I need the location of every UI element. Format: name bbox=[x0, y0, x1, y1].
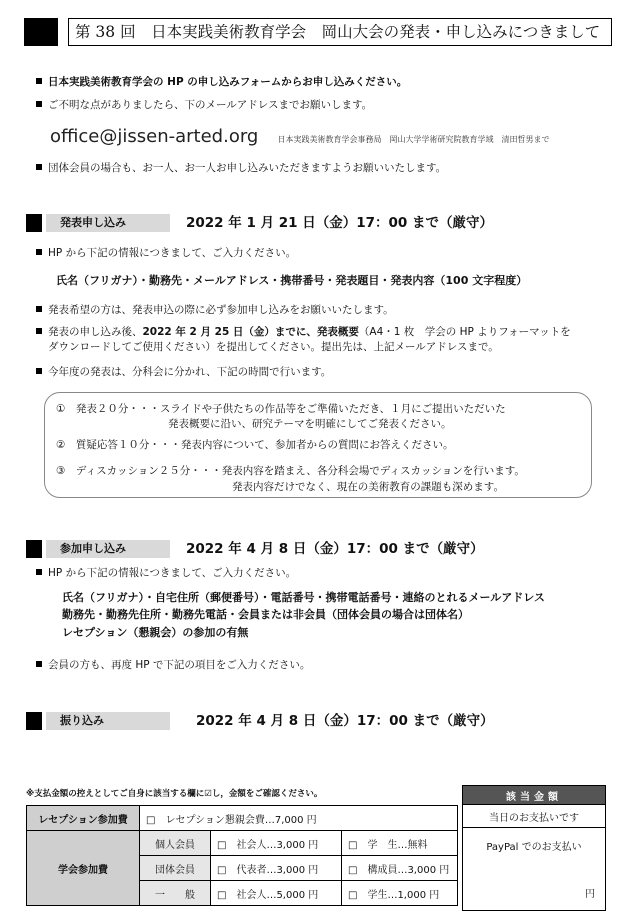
happyo-line-2 bbox=[36, 302, 394, 318]
sanka-text-1: HP から下記の情報につきまして、ご入力ください。 bbox=[48, 567, 297, 579]
bullet-square-icon bbox=[36, 328, 42, 334]
member-type: 団体会員 bbox=[140, 856, 211, 881]
bullet-square-icon bbox=[36, 101, 42, 107]
bullet-square-icon bbox=[36, 569, 42, 575]
title-bar bbox=[24, 18, 606, 46]
reception-checkbox[interactable]: □ レセプション懇親会費…7,000 円 bbox=[140, 806, 458, 831]
section-marker bbox=[26, 214, 42, 232]
section-deadline: 2022 年 4 月 8 日（金）17：00 まで（厳守） bbox=[196, 713, 494, 729]
happyo-text-4: 今年度の発表は、分科会に分かれ、下記の時間で行います。 bbox=[48, 366, 332, 378]
table-row bbox=[463, 805, 606, 828]
intro-line-3 bbox=[36, 160, 446, 176]
table-row bbox=[27, 806, 458, 831]
fee-option[interactable]: □ 学生…1,000 円 bbox=[342, 881, 458, 906]
happyo-text-3b: 2022 年 2 月 25 日（金）までに、発表概要 bbox=[142, 326, 359, 338]
page-title: 第 38 回 日本実践美術教育学会 岡山大会の発表・申し込みにつきまして bbox=[68, 18, 612, 46]
section-marker bbox=[26, 540, 42, 558]
contact-email[interactable]: office@jissen-arted.org bbox=[50, 126, 259, 147]
section-label: 発表申し込み bbox=[46, 214, 170, 232]
happyo-text-2: 発表希望の方は、発表申込の際に必ず参加申し込みをお願いいたします。 bbox=[48, 304, 394, 316]
bullet-square-icon bbox=[36, 306, 42, 312]
schedule-item-2: ② 質疑応答１０分・・・発表内容について、参加者からの質問にお答えください。 bbox=[56, 439, 454, 451]
bullet-square-icon bbox=[36, 368, 42, 374]
intro-line-2 bbox=[36, 97, 372, 113]
section-label: 参加申し込み bbox=[46, 540, 170, 558]
schedule-item-1: ① 発表２０分・・・スライドや子供たちの作品等をご準備いただき、１月にご提出いただいた bbox=[56, 403, 506, 415]
schedule-item-1-cont: 発表概要に沿い、研究テーマを明確にしてご発表ください。 bbox=[168, 418, 452, 430]
section-deadline: 2022 年 4 月 8 日（金）17：00 まで（厳守） bbox=[186, 541, 484, 557]
table-row bbox=[463, 828, 606, 911]
bullet-square-icon bbox=[36, 249, 42, 255]
fee-option[interactable]: □ 社会人…5,000 円 bbox=[211, 881, 342, 906]
sanka-text-2: 会員の方も、再度 HP で下記の項目をご入力ください。 bbox=[48, 659, 311, 671]
section-header-happyo bbox=[26, 214, 606, 232]
table-row bbox=[463, 786, 606, 805]
intro-text-3: 団体会員の場合も、お一人、お一人お申し込みいただきますようお願いいたします。 bbox=[48, 162, 447, 174]
amount-paypal: PayPal でのお支払い bbox=[486, 842, 582, 853]
table-note: ※支払金額の控えとしてご自身に該当する欄に☑し，金額をご確認ください。 bbox=[26, 789, 323, 799]
intro-text-2: ご不明な点がありましたら、下のメールアドレスまでお願いします。 bbox=[48, 99, 373, 111]
table-row bbox=[27, 831, 458, 856]
gakkai-label: 学会参加費 bbox=[27, 831, 140, 906]
fee-option[interactable]: □ 学 生…無料 bbox=[342, 831, 458, 856]
happyo-line-1 bbox=[36, 245, 296, 261]
reception-label: レセプション参加費 bbox=[27, 806, 140, 831]
amount-header: 該当金額 bbox=[463, 786, 606, 805]
intro-text-1: 日本実践美術教育学会の HP の申し込みフォームからお申し込みください。 bbox=[48, 76, 408, 88]
bullet-square-icon bbox=[36, 78, 42, 84]
section-deadline: 2022 年 1 月 21 日（金）17：00 まで（厳守） bbox=[186, 215, 494, 231]
contact-note: 日本実践美術教育学会事務局 岡山大学学術研究院教育学域 清田哲男まで bbox=[277, 135, 550, 144]
fee-table bbox=[26, 805, 458, 906]
sanka-fields-2: 勤務先・勤務先住所・勤務先電話・会員または非会員（団体会員の場合は団体名） bbox=[62, 608, 469, 621]
amount-yen[interactable]: 円 bbox=[585, 889, 595, 900]
bullet-square-icon bbox=[36, 661, 42, 667]
amount-table bbox=[462, 785, 606, 911]
schedule-item-3-cont: 発表内容だけでなく、現在の美術教育の課題も深めます。 bbox=[232, 481, 504, 493]
bullet-square-icon bbox=[36, 164, 42, 170]
fee-option[interactable]: □ 構成員…3,000 円 bbox=[342, 856, 458, 881]
intro-line-1 bbox=[36, 74, 407, 90]
section-marker bbox=[26, 712, 42, 730]
happyo-text-3c: （A4・1 枚 学会の HP よりフォーマットを bbox=[358, 326, 571, 338]
section-header-furikomi bbox=[26, 712, 606, 730]
sanka-fields-3: レセプション（懇親会）の参加の有無 bbox=[62, 626, 249, 639]
section-header-sanka bbox=[26, 540, 606, 558]
amount-paypal-cell bbox=[463, 828, 606, 911]
happyo-line-4 bbox=[36, 364, 331, 380]
happyo-text-3a: 発表の申し込み後、 bbox=[48, 326, 143, 338]
fee-option[interactable]: □ 代表者…3,000 円 bbox=[211, 856, 342, 881]
member-type: 個人会員 bbox=[140, 831, 211, 856]
contact-row bbox=[50, 126, 549, 147]
sanka-line-1 bbox=[36, 565, 296, 581]
amount-onsite: 当日のお支払いです bbox=[463, 805, 606, 828]
happyo-fields: 氏名（フリガナ）・勤務先・メールアドレス・携帯番号・発表題目・発表内容（100 文字程度） bbox=[56, 274, 528, 287]
happyo-line-3-cont: ダウンロードしてご使用ください）を提出してください。提出先は、上記メールアドレスまで。 bbox=[48, 341, 499, 353]
happyo-line-3 bbox=[36, 324, 571, 340]
sanka-line-2 bbox=[36, 657, 310, 673]
happyo-text-1: HP から下記の情報につきまして、ご入力ください。 bbox=[48, 247, 297, 259]
schedule-item-3: ③ ディスカッション２５分・・・発表内容を踏まえ、各分科会場でディスカッションを行います。 bbox=[56, 465, 525, 477]
fee-option[interactable]: □ 社会人…3,000 円 bbox=[211, 831, 342, 856]
sanka-fields-1: 氏名（フリガナ）・自宅住所（郵便番号）・電話番号・携帯電話番号・連絡のとれるメールアドレス bbox=[62, 591, 545, 604]
section-label: 振り込み bbox=[46, 712, 170, 730]
title-marker bbox=[24, 18, 58, 46]
member-type: 一 般 bbox=[140, 881, 211, 906]
